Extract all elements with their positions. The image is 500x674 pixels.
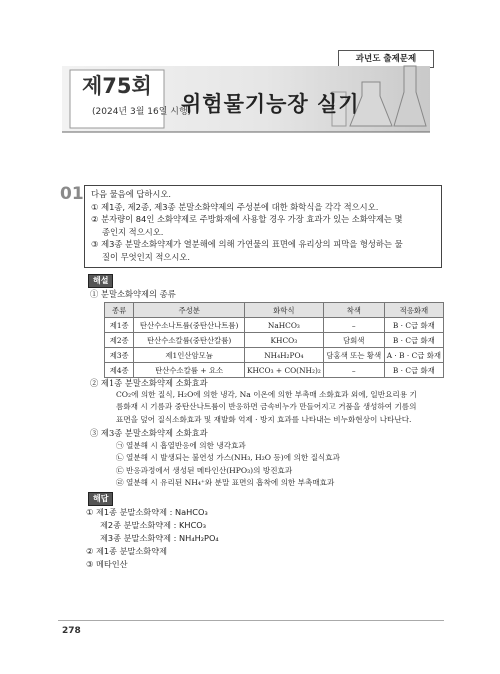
question-line: ① 제1종, 제2종, 제3종 분말소화약제의 주성분에 대한 화학식을 각각 적으시오. xyxy=(91,201,379,212)
question-line: 종인지 적으시오. xyxy=(102,226,164,237)
list-item: ㉢ 반응과정에서 생성된 메타인산(HPO₃)의 방진효과 xyxy=(116,465,293,475)
explanation-label: 해설 xyxy=(88,274,113,288)
table-header: 착색 xyxy=(323,303,384,318)
powder-agent-table xyxy=(104,302,444,378)
question-line: 질이 무엇인지 적으시오. xyxy=(102,251,191,262)
question-line: ② 분자량이 84인 소화약제로 주방화재에 사용할 경우 가장 효과가 있는 소화약제는 몇 xyxy=(91,214,403,225)
page-title: 위험물기능장 실기 xyxy=(181,92,360,116)
footer-divider xyxy=(58,620,444,621)
list-item: ㉠ 열분해 시 흡열반응에 의한 냉각효과 xyxy=(116,441,246,450)
table-cell: 담홍색 또는 황색 xyxy=(323,348,384,363)
answer-line: ③ 메타인산 xyxy=(86,559,128,569)
explanation-paragraph xyxy=(116,389,417,426)
answer-line: 제3종 분말소화약제 : NH₄H₂PO₄ xyxy=(100,533,219,543)
explanation-item-2: ② 제1종 분말소화약제 소화효과 xyxy=(90,378,208,388)
table-row xyxy=(105,333,444,348)
exam-date: (2024년 3월 16일 시행) xyxy=(92,107,192,117)
table-cell: NaHCO₃ xyxy=(244,318,323,333)
explanation-list xyxy=(116,440,340,490)
table-header: 종류 xyxy=(105,303,134,318)
table-cell: – xyxy=(323,363,384,378)
table-cell: 탄산수소칼륨 + 요소 xyxy=(134,363,245,378)
question-box xyxy=(84,185,442,268)
paragraph-line: 름화재 시 기름과 중탄산나트륨이 반응하면 금속비누가 만들어지고 거품을 생성하여 기름의 xyxy=(116,402,417,412)
table-cell: – xyxy=(323,318,384,333)
table-cell: B · C급 화재 xyxy=(384,318,443,333)
table-header-row xyxy=(105,303,444,318)
table-cell: NH₄H₂PO₄ xyxy=(244,348,323,363)
table-header: 적응화재 xyxy=(384,303,443,318)
paragraph-line: CO₂에 의한 질식, H₂O에 의한 냉각, Na 이온에 의한 부촉매 소화효과 외에, 일반요리용 기 xyxy=(116,390,417,399)
round-title: 제75회 xyxy=(82,74,152,98)
table-cell: 제4종 xyxy=(105,363,134,378)
table-cell: B · C급 화재 xyxy=(384,363,443,378)
table-cell: B · C급 화재 xyxy=(384,333,443,348)
table-header: 주성분 xyxy=(134,303,245,318)
table-row xyxy=(105,318,444,333)
explanation-item-1: ① 분말소화약제의 종류 xyxy=(90,289,176,299)
table-cell: 탄산수소나트륨(중탄산나트륨) xyxy=(134,318,245,333)
question-line: ③ 제3종 분말소화약제가 열분해에 의해 가연물의 표면에 유리상의 피막을 형성하는 물 xyxy=(91,239,403,250)
table-cell: KHCO₃ xyxy=(244,333,323,348)
list-item: ㉣ 열분해 시 유리된 NH₄⁺와 분말 표면의 흡착에 의한 부촉매효과 xyxy=(116,478,335,488)
table-row xyxy=(105,348,444,363)
table-cell: 제2종 xyxy=(105,333,134,348)
explanation-item-3: ③ 제3종 분말소화약제 소화효과 xyxy=(90,428,208,438)
question-number: 01 xyxy=(60,184,84,204)
table-row xyxy=(105,363,444,378)
answer-line: ② 제1종 분말소화약제 xyxy=(86,546,168,556)
list-item: ㉡ 열분해 시 발생되는 불연성 가스(NH₃, H₂O 등)에 의한 질식효과 xyxy=(116,453,340,463)
answer-label: 해답 xyxy=(88,492,113,506)
table-cell: KHCO₃ + CO(NH₂)₂ xyxy=(244,363,323,378)
table-header: 화학식 xyxy=(244,303,323,318)
answer-line: 제2종 분말소화약제 : KHCO₃ xyxy=(100,520,207,530)
page-number: 278 xyxy=(62,626,81,636)
table-cell: 제1인산암모늄 xyxy=(134,348,245,363)
question-line: 다음 물음에 답하시오. xyxy=(91,189,172,199)
table-cell: A · B · C급 화재 xyxy=(384,348,443,363)
table-cell: 제1종 xyxy=(105,318,134,333)
paragraph-line: 표면을 덮어 질식소화효과 및 재발화 억제 · 방지 효과를 나타내는 비누화현상이 나타난다. xyxy=(116,414,412,424)
table-cell: 탄산수소칼륨(중탄산칼륨) xyxy=(134,333,245,348)
section-tag: 과년도 출제문제 xyxy=(338,50,434,68)
table-cell: 담회색 xyxy=(323,333,384,348)
answer-line: ① 제1종 분말소화약제 : NaHCO₃ xyxy=(86,507,208,517)
table-cell: 제3종 xyxy=(105,348,134,363)
